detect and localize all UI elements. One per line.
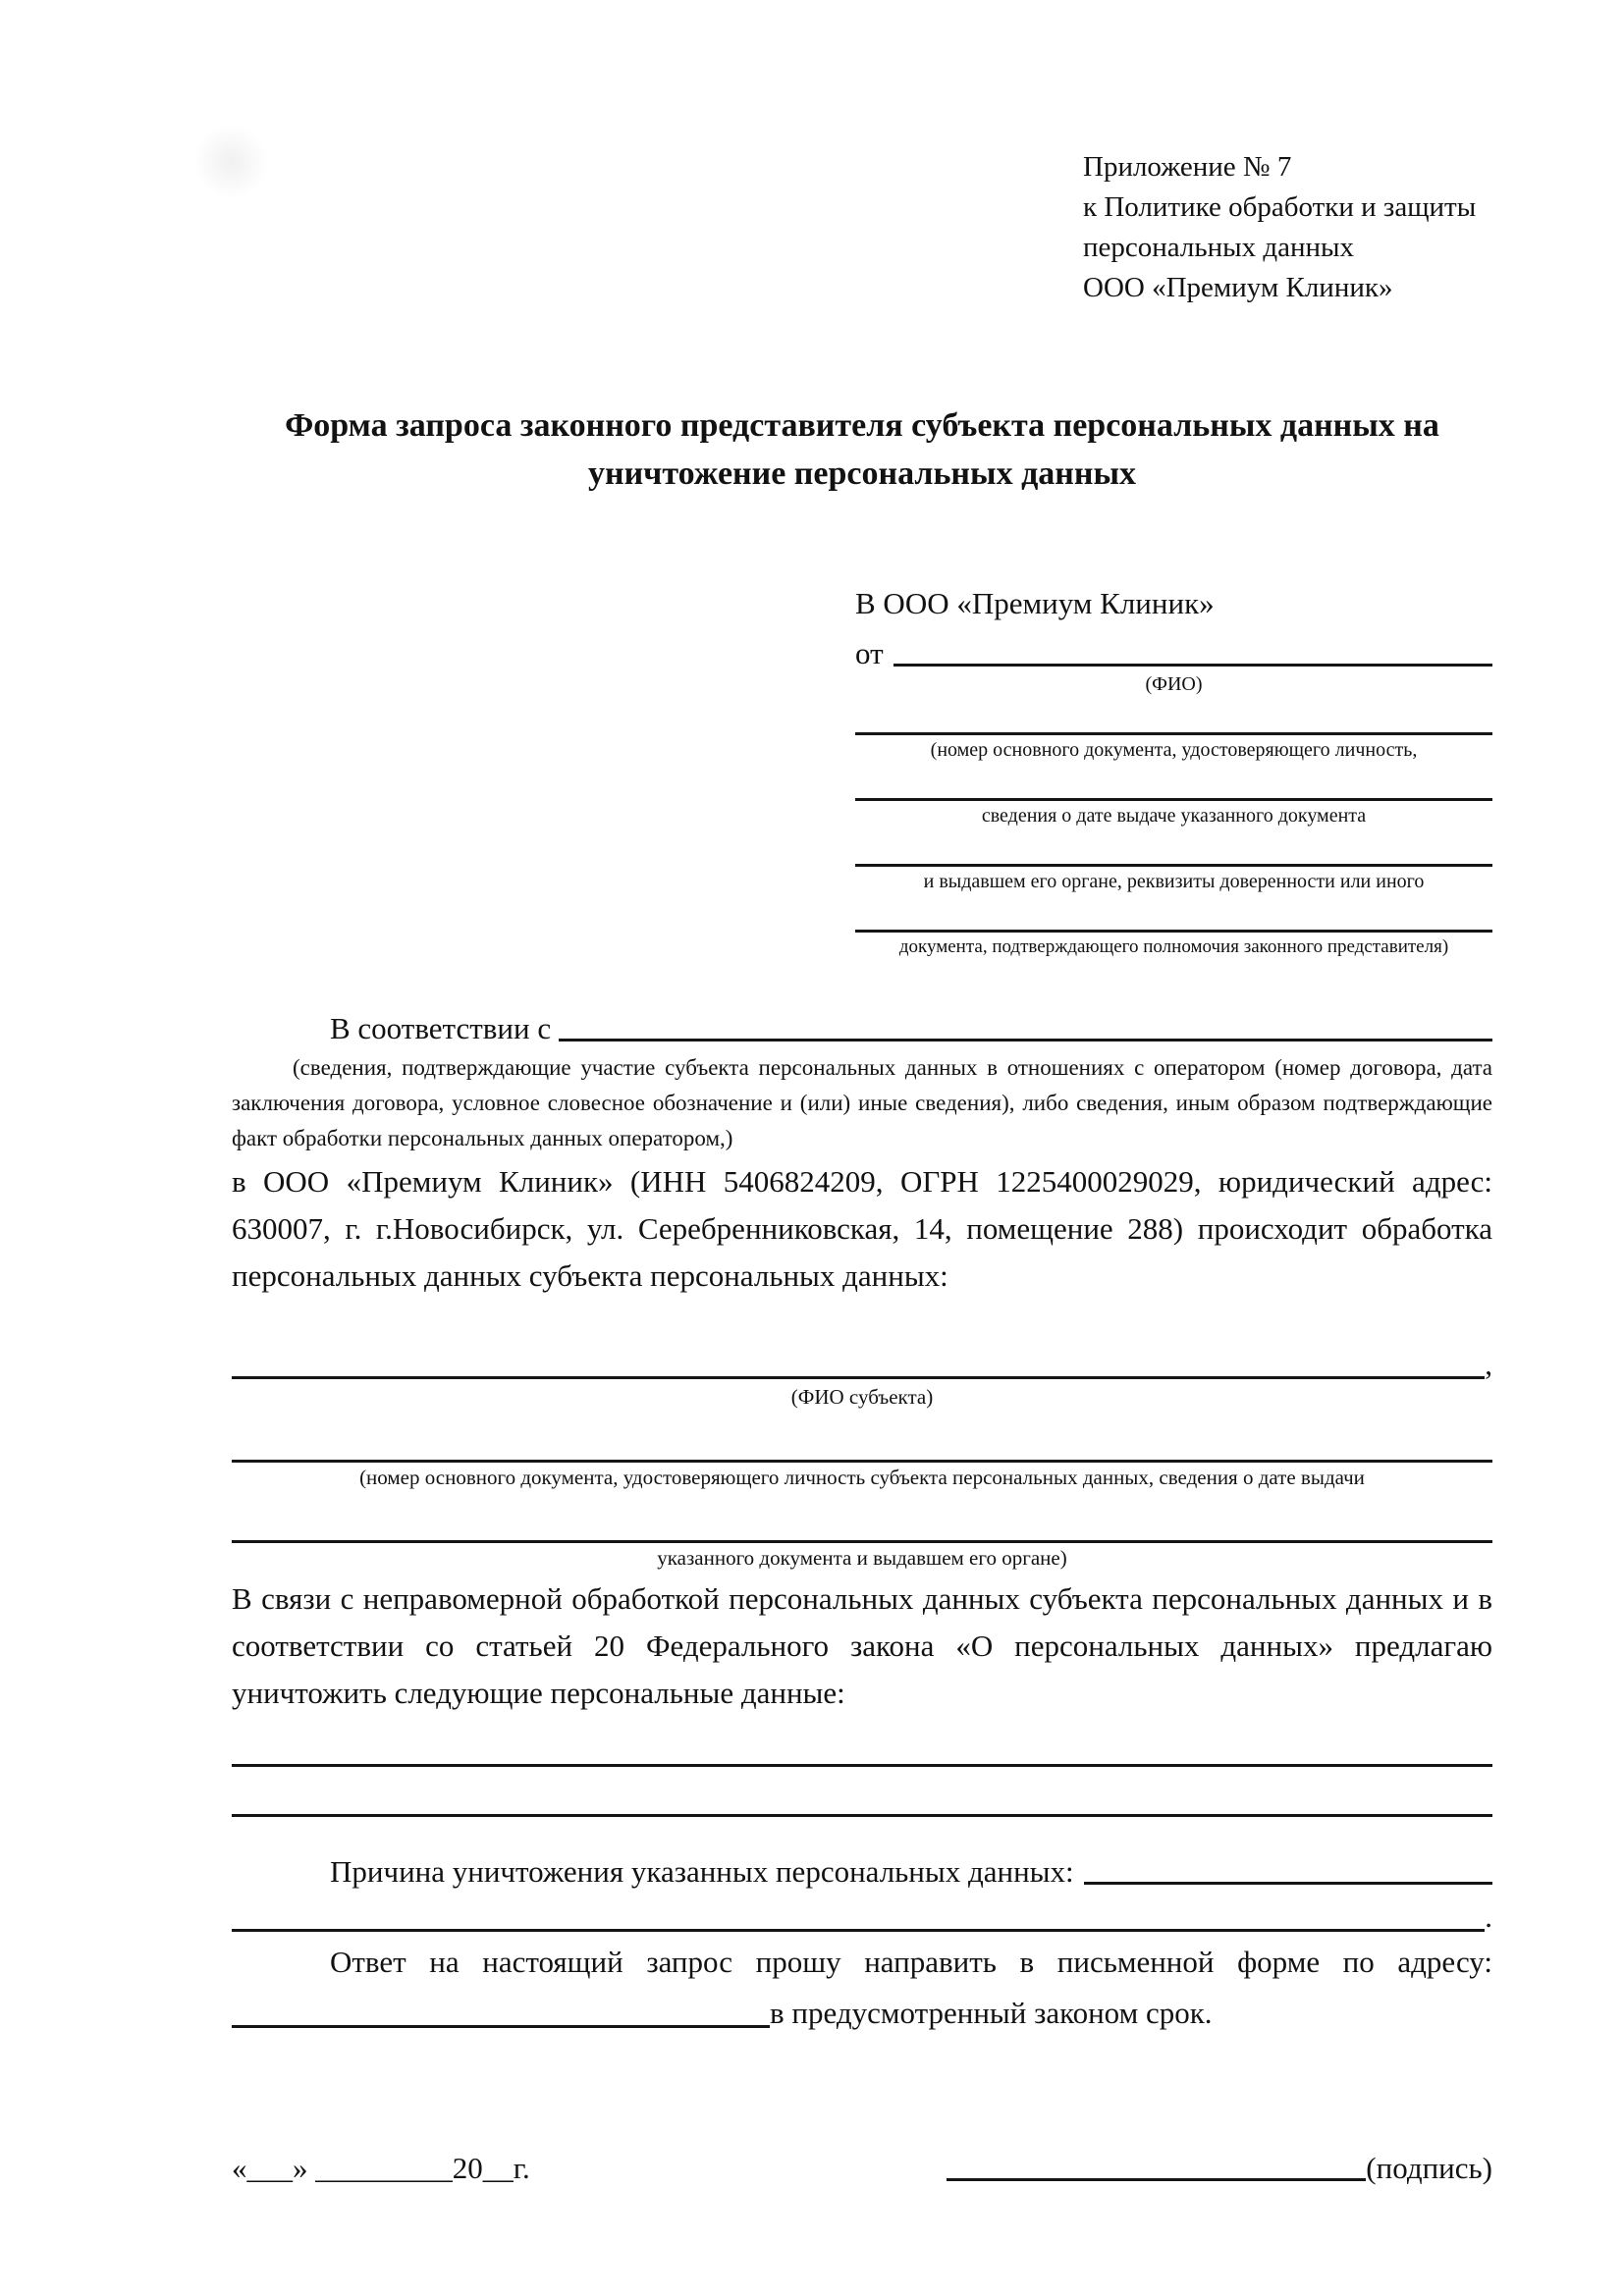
subject-doc-blank-line-2 xyxy=(232,1501,1492,1543)
answer-address-row xyxy=(232,1986,1492,2033)
representative-doc-blank-line-1 xyxy=(855,697,1492,735)
accordance-note: (сведения, подтверждающие участие субъекта персональных данных в отношениях с оператором (номер договора, дата заключения договора, условное словесное обозначение и (или) иные сведения), либо сведения, иным образом подтверждающие факт обработки персональных данных оператором,) xyxy=(232,1055,1492,1150)
scan-smudge-artifact xyxy=(187,118,275,206)
accordance-label: В соответствии с xyxy=(330,1011,552,1045)
operator-paragraph: в ООО «Премиум Клиник» (ИНН 5406824209, ОГРН 1225400029029, юридический адрес: 630007, г. г.Новосибирск, ул. Серебренниковская, 14, помещение 288) происходит обработка персональных данных субъекта персональных данных: xyxy=(232,1164,1492,1293)
reason-blank-line-1 xyxy=(1084,1882,1492,1885)
reason-label: Причина уничтожения указанных персональных данных: xyxy=(330,1854,1074,1889)
subject-doc-caption-2: указанного документа и выдавшем его органе) xyxy=(657,1546,1067,1570)
subject-fio-row xyxy=(232,1339,1492,1384)
from-row xyxy=(855,626,1492,671)
representative-doc-caption-1: (номер основного документа, удостоверяющего личность, xyxy=(930,739,1418,761)
appendix-header xyxy=(1083,147,1492,308)
representative-fio-blank-line xyxy=(893,664,1492,667)
comma-tail: , xyxy=(1485,1347,1492,1381)
representative-doc-caption-4: документа, подтверждающего полномочия законного представителя) xyxy=(898,936,1449,957)
representative-doc-blank-line-2 xyxy=(855,763,1492,801)
personal-data-blank-line-1 xyxy=(232,1717,1492,1767)
addressee-organization: В ООО «Премиум Клиник» xyxy=(855,586,1215,620)
signature-footer xyxy=(232,2143,1492,2186)
address-blank-line xyxy=(232,2025,770,2028)
subject-doc-blank-line-1 xyxy=(232,1420,1492,1463)
reason-row xyxy=(232,1842,1492,1890)
from-label: от xyxy=(855,636,884,670)
signature-blank-line xyxy=(947,2178,1366,2181)
subject-fio-caption: (ФИО субъекта) xyxy=(790,1385,934,1409)
representative-fio-caption: (ФИО) xyxy=(1145,673,1203,695)
representative-doc-blank-line-3 xyxy=(855,828,1492,867)
period-tail: . xyxy=(1485,1899,1492,1934)
accordance-row xyxy=(232,1001,1492,1046)
representative-doc-caption-3: и выдавшем его органе, реквизиты доверенности или иного xyxy=(923,871,1425,892)
signature-area xyxy=(947,2143,1492,2186)
representative-doc-caption-2: сведения о дате выдаче указанного документа xyxy=(981,805,1367,827)
reason-blank-line-2 xyxy=(232,1929,1485,1932)
accordance-blank-line xyxy=(559,1039,1492,1041)
addressee-block xyxy=(855,581,1492,960)
signature-caption: (подпись) xyxy=(1366,2151,1492,2185)
appendix-line-2: к Политике обработки и защиты xyxy=(1083,191,1477,223)
document-body xyxy=(232,1001,1492,2033)
date-blank: «___» _________20__г. xyxy=(232,2151,530,2185)
reason-continuation-row xyxy=(232,1890,1492,1937)
answer-paragraph: Ответ на настоящий запрос прошу направить в письменной форме по адресу: xyxy=(330,1945,1492,1979)
appendix-line-1: Приложение № 7 xyxy=(1083,151,1292,183)
answer-tail: в предусмотренный законом срок. xyxy=(770,1996,1213,2030)
subject-fio-blank-line xyxy=(232,1376,1485,1379)
appendix-line-4: ООО «Премиум Клиник» xyxy=(1083,272,1393,303)
subject-doc-caption-1: (номер основного документа, удостоверяющего личность субъекта персональных данных, сведения о дате выдачи xyxy=(359,1466,1365,1489)
personal-data-blank-line-2 xyxy=(232,1767,1492,1817)
representative-doc-blank-line-4 xyxy=(855,894,1492,933)
appendix-line-3: персональных данных xyxy=(1083,232,1355,263)
document-title: Форма запроса законного представителя субъекта персональных данных на уничтожение персональных данных xyxy=(285,407,1439,492)
request-paragraph: В связи с неправомерной обработкой персональных данных субъекта персональных данных и в соответствии со статьей 20 Федерального закона «О персональных данных» предлагаю уничтожить следующие персональные данные: xyxy=(232,1581,1492,1710)
